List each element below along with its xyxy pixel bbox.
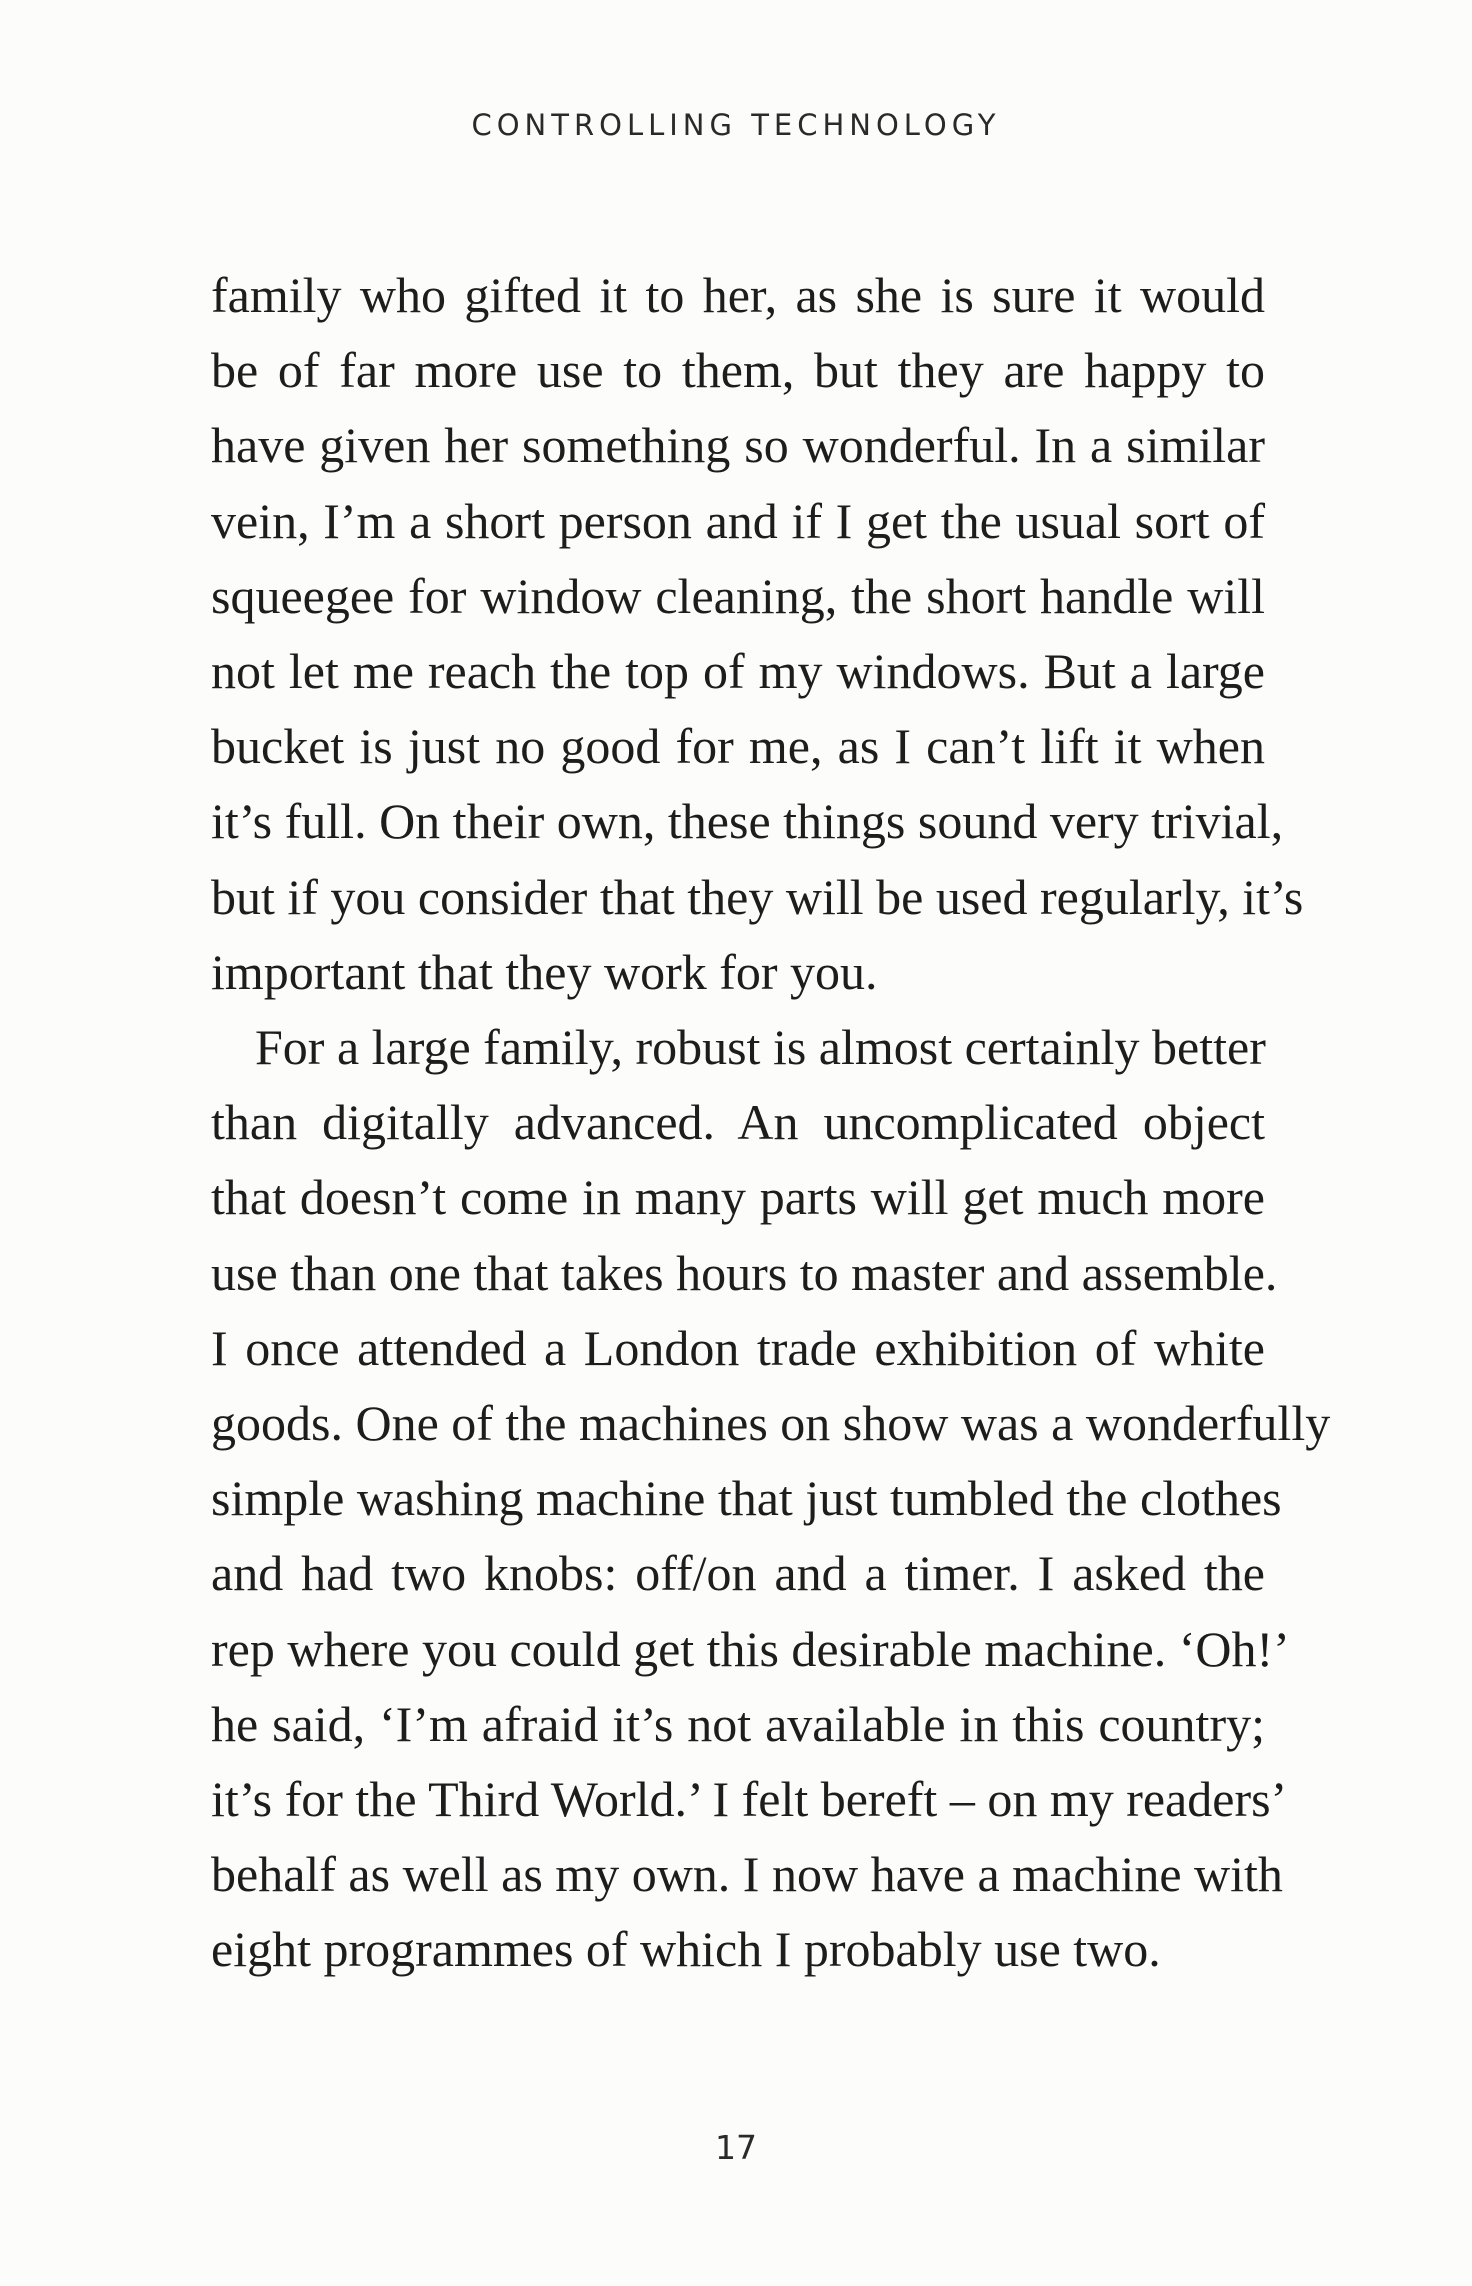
text-line: squeegee for window cleaning, the short handle will xyxy=(211,567,1265,624)
text-line: than digitally advanced. An uncomplicated object xyxy=(211,1094,1265,1151)
text-line: family who gifted it to her, as she is sure it would xyxy=(211,267,1265,323)
text-line: For a large family, robust is almost certainly better xyxy=(255,1019,1266,1076)
text-line: goods. One of the machines on show was a wonderfully xyxy=(211,1395,1331,1452)
text-line: not let me reach the top of my windows. But a large xyxy=(211,643,1265,700)
text-line: important that they work for you. xyxy=(211,943,878,1000)
text-line: it’s for the Third World.’ I felt bereft – on my readers’ xyxy=(211,1771,1288,1828)
text-line: that doesn’t come in many parts will get much more xyxy=(211,1169,1265,1226)
text-line: it’s full. On their own, these things sound very trivial, xyxy=(211,793,1284,850)
text-line: he said, ‘I’m afraid it’s not available in this country; xyxy=(211,1695,1265,1752)
text-line: bucket is just no good for me, as I can’t lift it when xyxy=(211,718,1265,775)
text-line: have given her something so wonderful. In a similar xyxy=(211,417,1265,474)
text-line: and had two knobs: off/on and a timer. I asked the xyxy=(211,1545,1265,1602)
text-line: behalf as well as my own. I now have a machine with xyxy=(211,1846,1283,1903)
text-line: I once attended a London trade exhibition of white xyxy=(211,1319,1265,1376)
page-number: 17 xyxy=(715,2128,757,2167)
text-line: be of far more use to them, but they are happy to xyxy=(211,342,1265,399)
paragraph-1 xyxy=(211,258,1304,1010)
paragraph-2 xyxy=(211,1010,1331,1988)
running-head: CONTROLLING TECHNOLOGY xyxy=(471,108,1001,142)
text-line: use than one that takes hours to master and assemble. xyxy=(211,1244,1278,1301)
text-line: simple washing machine that just tumbled the clothes xyxy=(211,1470,1282,1527)
text-line: eight programmes of which I probably use two. xyxy=(211,1921,1161,1978)
text-line: but if you consider that they will be used regularly, it’s xyxy=(211,868,1304,925)
body-text xyxy=(211,258,1331,1988)
text-line: vein, I’m a short person and if I get the usual sort of xyxy=(211,492,1265,549)
text-line: rep where you could get this desirable machine. ‘Oh!’ xyxy=(211,1620,1290,1677)
